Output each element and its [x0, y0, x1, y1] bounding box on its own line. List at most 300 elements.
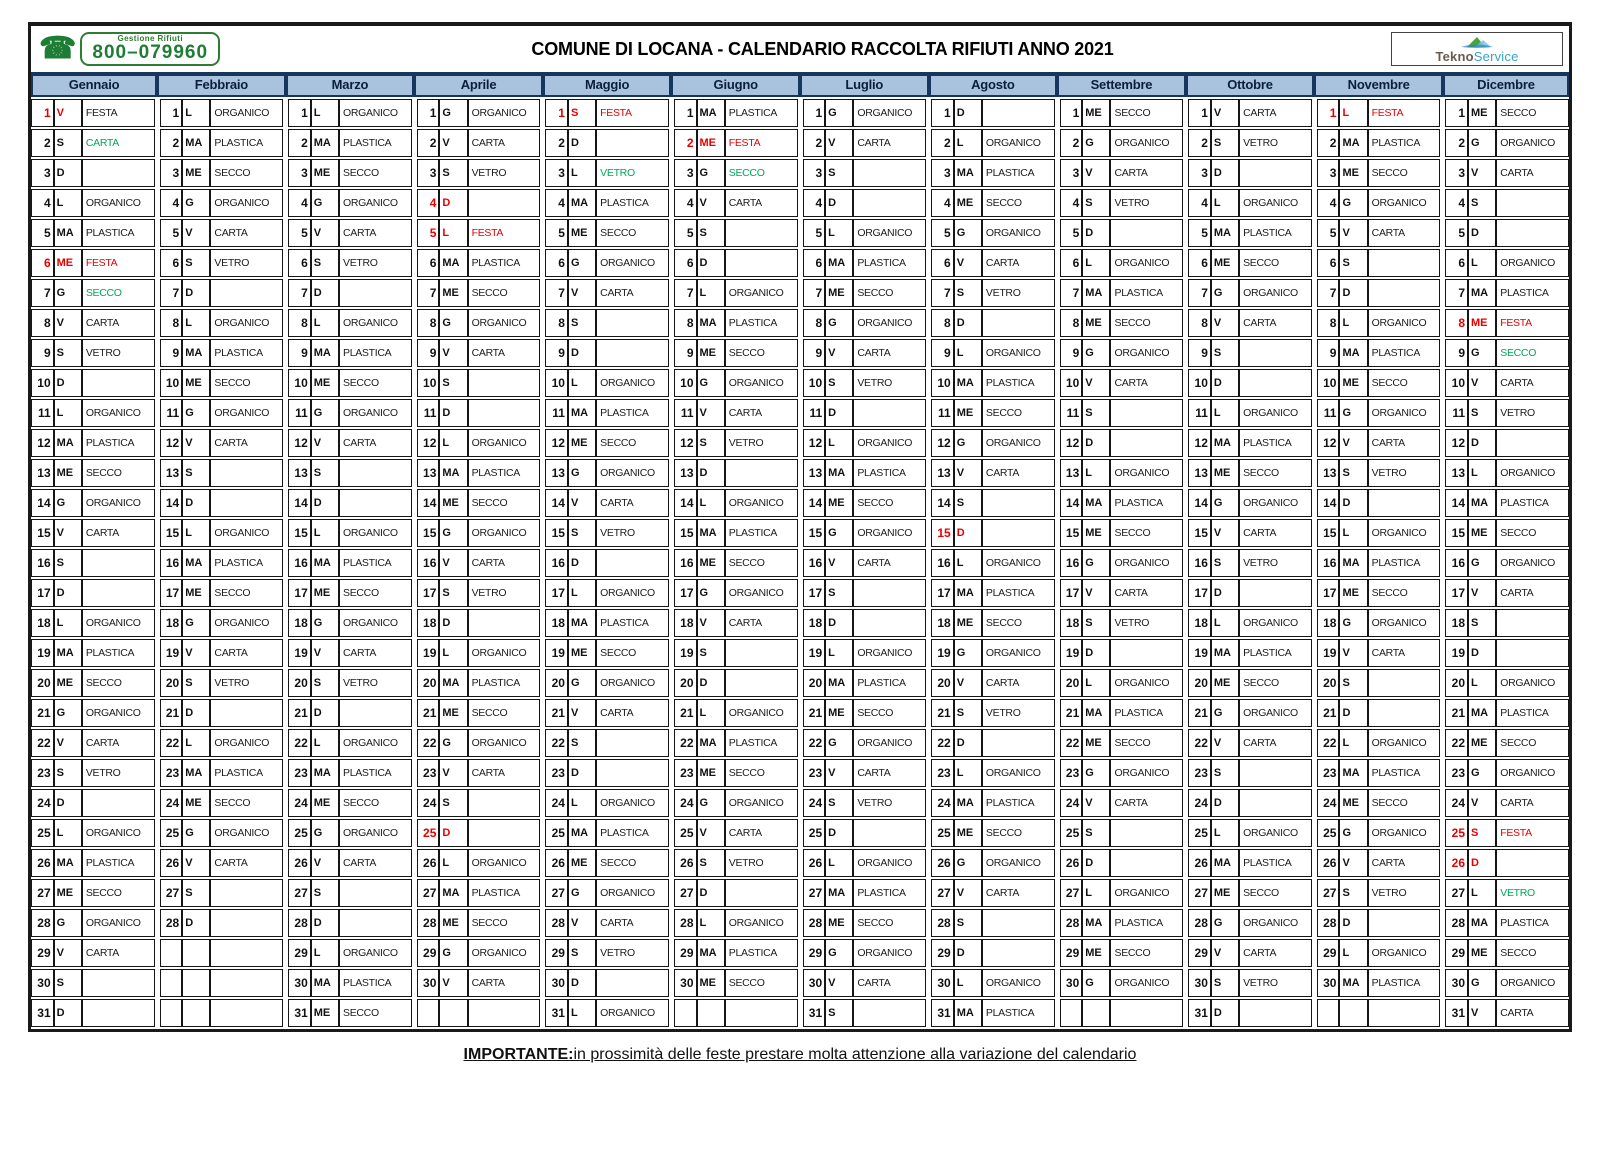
day-number-cell: 22 — [803, 729, 826, 757]
day-number-cell: 24 — [931, 789, 954, 817]
weekday-cell: MA — [311, 549, 339, 577]
weekday-cell: D — [697, 669, 725, 697]
day-row — [674, 519, 798, 547]
day-number-cell: 10 — [545, 369, 568, 397]
day-number-cell: 5 — [1188, 219, 1211, 247]
weekday-cell: G — [568, 669, 596, 697]
weekday-cell: G — [825, 519, 853, 547]
day-row — [1060, 429, 1184, 457]
day-row — [1060, 999, 1184, 1027]
day-number-cell: 23 — [803, 759, 826, 787]
day-row — [674, 849, 798, 877]
waste-cell: PLASTICA — [468, 459, 541, 487]
day-number-cell: 31 — [1188, 999, 1211, 1027]
day-number-cell: 16 — [803, 549, 826, 577]
waste-cell: PLASTICA — [1496, 909, 1569, 937]
day-row — [1188, 159, 1312, 187]
weekday-cell: L — [1339, 99, 1367, 127]
weekday-cell: ME — [954, 399, 982, 427]
day-number-cell: 7 — [1445, 279, 1468, 307]
day-row — [803, 849, 927, 877]
weekday-cell: D — [439, 819, 467, 847]
day-number-cell: 2 — [674, 129, 697, 157]
day-row — [31, 249, 155, 277]
weekday-cell: L — [54, 399, 82, 427]
waste-cell: ORGANICO — [596, 999, 669, 1027]
day-row — [417, 489, 541, 517]
weekday-cell: L — [182, 519, 210, 547]
waste-cell: SECCO — [468, 699, 541, 727]
day-number-cell: 6 — [931, 249, 954, 277]
waste-cell — [982, 729, 1055, 757]
waste-cell: ORGANICO — [596, 369, 669, 397]
waste-cell: PLASTICA — [1239, 639, 1312, 667]
weekday-cell: L — [825, 639, 853, 667]
waste-cell: ORGANICO — [1239, 909, 1312, 937]
waste-cell: PLASTICA — [1239, 429, 1312, 457]
day-row — [545, 309, 669, 337]
day-number-cell: 18 — [1317, 609, 1340, 637]
waste-cell: ORGANICO — [982, 759, 1055, 787]
day-row — [160, 609, 284, 637]
day-row — [931, 159, 1055, 187]
day-row — [545, 939, 669, 967]
waste-cell: SECCO — [82, 279, 155, 307]
day-row — [1445, 339, 1569, 367]
day-row — [545, 609, 669, 637]
waste-cell: PLASTICA — [210, 129, 283, 157]
waste-cell: ORGANICO — [1110, 549, 1183, 577]
day-row — [1317, 339, 1441, 367]
day-number-cell: 5 — [1317, 219, 1340, 247]
waste-cell: ORGANICO — [82, 189, 155, 217]
waste-cell: SECCO — [1368, 579, 1441, 607]
weekday-cell: ME — [311, 369, 339, 397]
day-number-cell: 23 — [931, 759, 954, 787]
day-number-cell: 4 — [1060, 189, 1083, 217]
day-number-cell: 4 — [1188, 189, 1211, 217]
waste-cell: ORGANICO — [339, 729, 412, 757]
weekday-cell: ME — [182, 159, 210, 187]
weekday-cell: L — [954, 759, 982, 787]
weekday-cell: V — [1211, 939, 1239, 967]
day-number-cell: 21 — [803, 699, 826, 727]
day-number-cell: 7 — [931, 279, 954, 307]
weekday-cell: V — [1468, 579, 1496, 607]
waste-cell: ORGANICO — [1496, 459, 1569, 487]
weekday-cell: ME — [1082, 939, 1110, 967]
day-row — [803, 939, 927, 967]
day-number-cell: 3 — [1060, 159, 1083, 187]
weekday-cell — [182, 999, 210, 1027]
day-number-cell: 13 — [931, 459, 954, 487]
day-number-cell: 23 — [417, 759, 440, 787]
weekday-cell: L — [439, 219, 467, 247]
waste-cell — [1110, 819, 1183, 847]
weekday-cell: G — [1082, 129, 1110, 157]
day-number-cell: 25 — [1445, 819, 1468, 847]
waste-cell: FESTA — [1496, 309, 1569, 337]
waste-cell: ORGANICO — [596, 669, 669, 697]
day-row — [160, 309, 284, 337]
weekday-cell: S — [568, 309, 596, 337]
waste-cell: CARTA — [468, 969, 541, 997]
weekday-cell: MA — [1211, 849, 1239, 877]
day-row — [31, 279, 155, 307]
day-row — [160, 129, 284, 157]
month-column-agosto — [931, 74, 1055, 1029]
day-number-cell: 17 — [417, 579, 440, 607]
waste-cell: SECCO — [468, 489, 541, 517]
day-row — [674, 189, 798, 217]
waste-cell: CARTA — [853, 339, 926, 367]
month-column-giugno — [674, 74, 798, 1029]
weekday-cell: V — [1211, 729, 1239, 757]
waste-cell: VETRO — [1239, 969, 1312, 997]
weekday-cell: D — [1468, 429, 1496, 457]
weekday-cell: V — [1211, 309, 1239, 337]
waste-cell — [1239, 789, 1312, 817]
day-number-cell: 28 — [1317, 909, 1340, 937]
day-row — [1060, 819, 1184, 847]
waste-cell: CARTA — [1239, 309, 1312, 337]
waste-cell — [468, 189, 541, 217]
day-row — [31, 969, 155, 997]
day-number-cell: 13 — [1445, 459, 1468, 487]
day-number-cell: 7 — [1317, 279, 1340, 307]
day-row — [288, 699, 412, 727]
waste-cell: CARTA — [339, 429, 412, 457]
day-number-cell: 12 — [1060, 429, 1083, 457]
day-row — [803, 909, 927, 937]
weekday-cell: G — [568, 249, 596, 277]
day-number-cell: 9 — [1317, 339, 1340, 367]
weekday-cell: L — [1211, 609, 1239, 637]
day-row — [674, 399, 798, 427]
day-number-cell: 12 — [160, 429, 183, 457]
day-number-cell: 1 — [931, 99, 954, 127]
waste-cell — [853, 159, 926, 187]
day-row — [288, 189, 412, 217]
day-number-cell: 25 — [288, 819, 311, 847]
waste-cell: ORGANICO — [1368, 729, 1441, 757]
waste-cell: SECCO — [853, 489, 926, 517]
waste-cell — [1239, 759, 1312, 787]
day-row — [545, 849, 669, 877]
weekday-cell: L — [568, 369, 596, 397]
weekday-cell: V — [954, 669, 982, 697]
day-row — [545, 669, 669, 697]
waste-cell — [1496, 639, 1569, 667]
day-number-cell: 21 — [1188, 699, 1211, 727]
waste-cell: VETRO — [1496, 879, 1569, 907]
day-row — [1317, 759, 1441, 787]
weekday-cell: ME — [1468, 519, 1496, 547]
weekday-cell: G — [1082, 339, 1110, 367]
weekday-cell: D — [697, 459, 725, 487]
day-number-cell: 1 — [1060, 99, 1083, 127]
day-row — [160, 909, 284, 937]
day-number-cell: 17 — [545, 579, 568, 607]
waste-cell: ORGANICO — [1368, 189, 1441, 217]
day-row — [931, 669, 1055, 697]
day-row — [545, 129, 669, 157]
day-row — [288, 399, 412, 427]
waste-cell: ORGANICO — [853, 849, 926, 877]
waste-cell: ORGANICO — [982, 849, 1055, 877]
weekday-cell: S — [311, 249, 339, 277]
waste-cell: VETRO — [1239, 549, 1312, 577]
weekday-cell: D — [1339, 699, 1367, 727]
weekday-cell: L — [954, 969, 982, 997]
weekday-cell: ME — [182, 579, 210, 607]
day-row — [1060, 549, 1184, 577]
weekday-cell: S — [954, 489, 982, 517]
waste-cell: CARTA — [596, 489, 669, 517]
day-row — [1060, 399, 1184, 427]
day-number-cell: 10 — [1060, 369, 1083, 397]
waste-cell — [1239, 339, 1312, 367]
day-row — [1060, 159, 1184, 187]
waste-cell: PLASTICA — [210, 549, 283, 577]
waste-cell: SECCO — [82, 459, 155, 487]
waste-cell — [468, 819, 541, 847]
day-number-cell: 12 — [931, 429, 954, 457]
day-row — [1317, 849, 1441, 877]
day-number-cell: 9 — [545, 339, 568, 367]
weekday-cell: V — [54, 99, 82, 127]
waste-cell: ORGANICO — [210, 609, 283, 637]
day-number-cell: 13 — [417, 459, 440, 487]
weekday-cell: ME — [1082, 729, 1110, 757]
day-row — [288, 309, 412, 337]
day-row — [160, 819, 284, 847]
waste-cell: ORGANICO — [1239, 699, 1312, 727]
day-row — [545, 879, 669, 907]
day-row — [545, 429, 669, 457]
day-row — [288, 759, 412, 787]
day-number-cell: 24 — [1188, 789, 1211, 817]
day-number-cell: 13 — [1188, 459, 1211, 487]
day-number-cell: 30 — [31, 969, 54, 997]
day-number-cell: 13 — [1317, 459, 1340, 487]
weekday-cell: ME — [825, 279, 853, 307]
day-number-cell: 29 — [288, 939, 311, 967]
waste-cell: SECCO — [339, 579, 412, 607]
waste-cell: ORGANICO — [596, 459, 669, 487]
day-number-cell: 18 — [931, 609, 954, 637]
day-row — [545, 249, 669, 277]
waste-cell: SECCO — [1239, 249, 1312, 277]
day-number-cell: 9 — [1060, 339, 1083, 367]
weekday-cell: D — [1468, 849, 1496, 877]
waste-cell — [853, 579, 926, 607]
weekday-cell: ME — [182, 789, 210, 817]
weekday-cell: ME — [439, 699, 467, 727]
weekday-cell: MA — [1211, 219, 1239, 247]
weekday-cell: L — [697, 489, 725, 517]
month-table — [674, 97, 798, 1029]
day-row — [1188, 399, 1312, 427]
waste-cell: CARTA — [210, 639, 283, 667]
weekday-cell: S — [439, 789, 467, 817]
waste-cell — [339, 909, 412, 937]
waste-cell — [82, 369, 155, 397]
waste-cell — [210, 969, 283, 997]
waste-cell: VETRO — [596, 519, 669, 547]
waste-cell: SECCO — [982, 189, 1055, 217]
waste-cell — [982, 909, 1055, 937]
waste-cell: ORGANICO — [982, 129, 1055, 157]
day-row — [417, 729, 541, 757]
day-row — [1445, 99, 1569, 127]
day-row — [288, 429, 412, 457]
waste-cell: VETRO — [853, 789, 926, 817]
waste-cell: CARTA — [82, 309, 155, 337]
day-number-cell: 2 — [931, 129, 954, 157]
day-number-cell: 15 — [417, 519, 440, 547]
waste-cell: ORGANICO — [1239, 189, 1312, 217]
day-number-cell: 20 — [1188, 669, 1211, 697]
day-row — [160, 249, 284, 277]
day-number-cell: 24 — [545, 789, 568, 817]
waste-cell: PLASTICA — [468, 249, 541, 277]
day-number-cell: 28 — [160, 909, 183, 937]
day-number-cell: 24 — [1317, 789, 1340, 817]
waste-cell: PLASTICA — [596, 819, 669, 847]
weekday-cell: L — [439, 639, 467, 667]
weekday-cell: MA — [568, 609, 596, 637]
day-number-cell: 13 — [803, 459, 826, 487]
weekday-cell: MA — [697, 939, 725, 967]
waste-cell — [596, 129, 669, 157]
day-row — [545, 159, 669, 187]
waste-cell: SECCO — [468, 909, 541, 937]
day-row — [803, 249, 927, 277]
day-number-cell: 18 — [545, 609, 568, 637]
day-number-cell: 5 — [1445, 219, 1468, 247]
day-number-cell: 1 — [288, 99, 311, 127]
day-number-cell: 5 — [160, 219, 183, 247]
weekday-cell: ME — [54, 669, 82, 697]
day-number-cell: 16 — [417, 549, 440, 577]
waste-cell: PLASTICA — [468, 879, 541, 907]
day-number-cell: 21 — [931, 699, 954, 727]
day-number-cell: 24 — [417, 789, 440, 817]
day-number-cell: 24 — [31, 789, 54, 817]
weekday-cell: D — [954, 99, 982, 127]
day-row — [931, 339, 1055, 367]
day-row — [545, 99, 669, 127]
day-row — [1317, 879, 1441, 907]
day-row — [1317, 909, 1441, 937]
weekday-cell: G — [1468, 759, 1496, 787]
weekday-cell: ME — [1082, 99, 1110, 127]
day-row — [1445, 549, 1569, 577]
weekday-cell: D — [1082, 219, 1110, 247]
weekday-cell: G — [825, 309, 853, 337]
waste-cell — [982, 519, 1055, 547]
weekday-cell: MA — [311, 339, 339, 367]
day-number-cell: 3 — [417, 159, 440, 187]
weekday-cell: L — [1468, 669, 1496, 697]
weekday-cell: ME — [1339, 579, 1367, 607]
weekday-cell: V — [1339, 639, 1367, 667]
day-row — [545, 489, 669, 517]
weekday-cell: S — [1211, 549, 1239, 577]
phone-number: 800–079960 — [92, 42, 209, 63]
day-row — [1445, 879, 1569, 907]
day-number-cell: 30 — [931, 969, 954, 997]
waste-cell — [82, 159, 155, 187]
waste-cell — [1110, 849, 1183, 877]
day-row — [803, 219, 927, 247]
day-number-cell: 27 — [803, 879, 826, 907]
weekday-cell: ME — [954, 189, 982, 217]
day-number-cell: 5 — [674, 219, 697, 247]
day-number-cell: 6 — [1188, 249, 1211, 277]
day-row — [545, 639, 669, 667]
waste-cell — [853, 399, 926, 427]
waste-cell: ORGANICO — [82, 399, 155, 427]
day-row — [545, 729, 669, 757]
waste-cell: VETRO — [82, 339, 155, 367]
day-number-cell: 6 — [1317, 249, 1340, 277]
day-number-cell: 3 — [288, 159, 311, 187]
weekday-cell: V — [1082, 579, 1110, 607]
day-row — [1445, 999, 1569, 1027]
day-row — [545, 579, 669, 607]
weekday-cell: MA — [182, 129, 210, 157]
day-row — [803, 609, 927, 637]
waste-cell — [210, 939, 283, 967]
day-number-cell — [160, 999, 183, 1027]
weekday-cell: MA — [1339, 549, 1367, 577]
day-number-cell: 22 — [417, 729, 440, 757]
day-number-cell: 29 — [803, 939, 826, 967]
day-row — [1188, 729, 1312, 757]
day-row — [288, 789, 412, 817]
waste-cell: SECCO — [853, 279, 926, 307]
day-number-cell: 25 — [31, 819, 54, 847]
waste-cell: CARTA — [82, 729, 155, 757]
weekday-cell: D — [54, 789, 82, 817]
day-number-cell: 22 — [1188, 729, 1211, 757]
day-number-cell: 20 — [160, 669, 183, 697]
day-number-cell: 26 — [1188, 849, 1211, 877]
weekday-cell: ME — [697, 339, 725, 367]
weekday-cell: S — [1468, 819, 1496, 847]
weekday-cell — [182, 969, 210, 997]
weekday-cell: L — [568, 999, 596, 1027]
waste-cell: ORGANICO — [210, 819, 283, 847]
weekday-cell: G — [182, 399, 210, 427]
weekday-cell: S — [825, 579, 853, 607]
day-number-cell: 28 — [545, 909, 568, 937]
waste-cell — [82, 999, 155, 1027]
day-number-cell: 18 — [160, 609, 183, 637]
day-row — [160, 369, 284, 397]
day-number-cell: 4 — [545, 189, 568, 217]
weekday-cell: V — [825, 759, 853, 787]
day-number-cell: 19 — [674, 639, 697, 667]
waste-cell: ORGANICO — [1368, 939, 1441, 967]
day-row — [1445, 459, 1569, 487]
weekday-cell: D — [954, 309, 982, 337]
waste-cell — [82, 969, 155, 997]
weekday-cell: V — [954, 249, 982, 277]
day-row — [931, 399, 1055, 427]
